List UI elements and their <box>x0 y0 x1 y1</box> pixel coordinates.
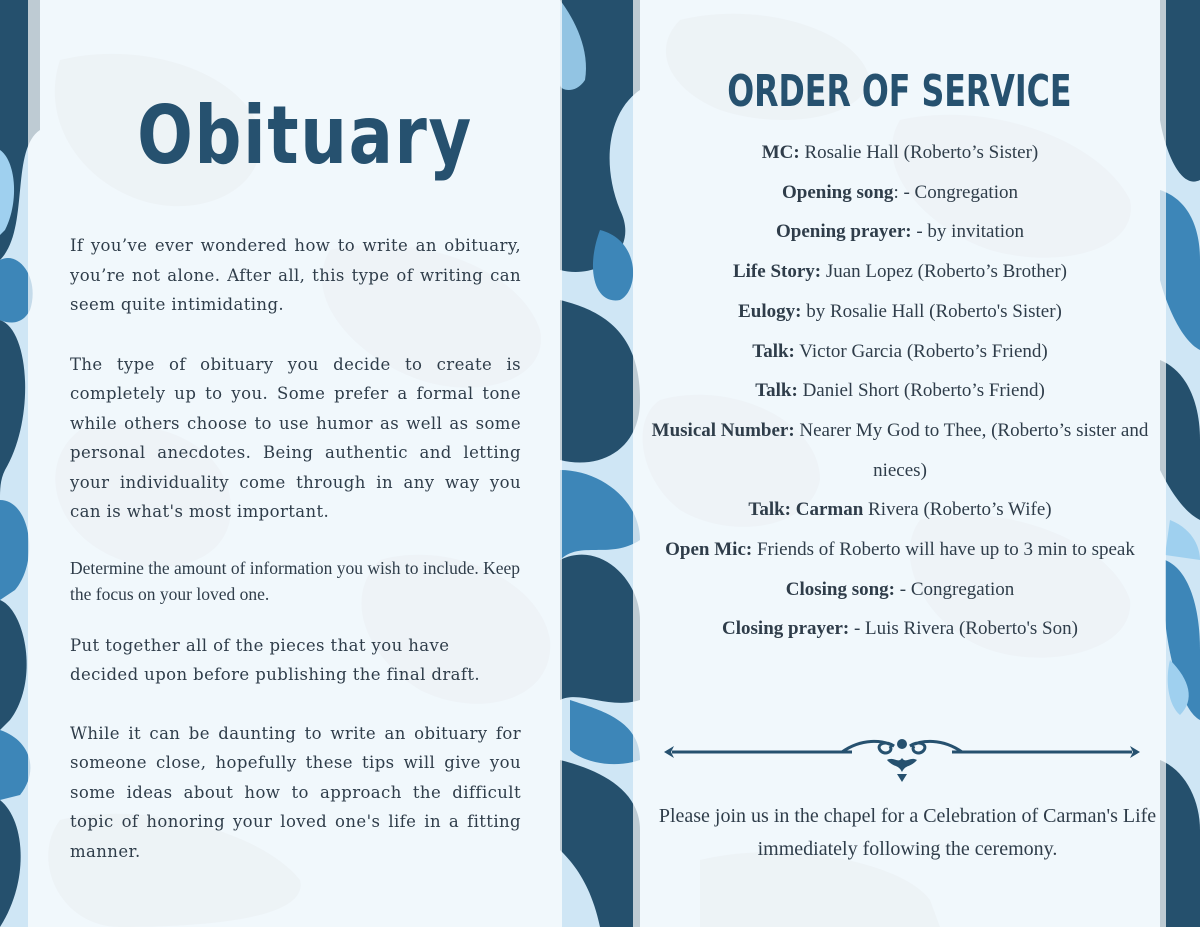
obituary-paragraph: Put together all of the pieces that you have decided upon before publishing the final draft. <box>70 635 481 684</box>
service-item <box>650 133 1150 173</box>
service-item-text: Rosalie Hall (Roberto’s Sister) <box>799 142 1039 163</box>
service-item-text: by Rosalie Hall (Roberto's Sister) <box>801 300 1062 322</box>
service-item <box>650 490 1150 530</box>
obituary-paragraph: If you’ve ever wondered how to write an obituary, you’re not alone. After all, this type of writing can seem quite intimidating. <box>70 236 521 314</box>
service-item-label: Life Story: <box>732 261 822 283</box>
service-item-label: Musical Number: <box>651 419 795 441</box>
service-item-label: Talk: Carman <box>748 499 864 521</box>
flourish-divider-icon <box>662 730 1142 788</box>
service-item <box>650 371 1150 411</box>
service-item <box>650 292 1150 332</box>
service-item <box>650 332 1150 372</box>
service-item-label: Closing song: <box>785 578 895 600</box>
service-item-label: Open Mic: <box>665 539 753 561</box>
closing-message: Please join us in the chapel for a Celebration of Carman's Life immediately following the ceremony. <box>658 805 1157 860</box>
service-item-text: - Congregation <box>895 578 1015 600</box>
service-item-label: MC: <box>761 142 800 163</box>
service-item <box>650 212 1150 252</box>
obituary-title: Obituary <box>137 89 473 182</box>
service-item-label: Opening song <box>782 181 894 203</box>
service-item-label: Talk: <box>752 340 795 362</box>
service-item-text: : - Congregation <box>893 181 1018 203</box>
service-item <box>650 173 1150 213</box>
service-item <box>650 252 1150 292</box>
service-item <box>650 609 1150 649</box>
order-of-service-title: ORDER OF SERVICE <box>727 66 1072 117</box>
service-item-label: Eulogy: <box>738 300 802 322</box>
service-item-text: - by invitation <box>911 221 1025 243</box>
service-item-text: Juan Lopez (Roberto’s Brother) <box>821 261 1067 283</box>
service-item-text: - Luis Rivera (Roberto's Son) <box>849 618 1078 640</box>
obituary-paragraph: The type of obituary you decide to create is completely up to you. Some prefer a formal tone while others choose to use humor as well as some personal anecdotes. Being authentic and letting your individuality come through in any way you can is what's most important. <box>70 354 521 521</box>
service-item-text: Victor Garcia (Roberto’s Friend) <box>794 340 1048 362</box>
service-item-label: Opening prayer: <box>775 221 912 243</box>
service-item-text: Nearer My God to Thee, (Roberto’s sister and nieces) <box>794 419 1149 481</box>
service-item <box>650 530 1150 570</box>
service-item-label: Closing prayer: <box>722 618 850 640</box>
service-item <box>650 411 1150 490</box>
service-list <box>650 133 1150 649</box>
service-item <box>650 570 1150 610</box>
service-item-label: Talk: <box>755 380 798 402</box>
service-item-text: Rivera (Roberto’s Wife) <box>863 499 1052 521</box>
obituary-paragraph: Determine the amount of information you wish to include. Keep the focus on your loved one. <box>70 557 521 604</box>
obituary-body <box>70 231 521 866</box>
service-item-text: Daniel Short (Roberto’s Friend) <box>797 380 1045 402</box>
obituary-paragraph: While it can be daunting to write an obituary for someone close, hopefully these tips will give you some ideas about how to approach the difficult topic of honoring your loved one's life in a fitting manner. <box>70 723 521 861</box>
service-item-text: Friends of Roberto will have up to 3 min to speak <box>752 539 1135 561</box>
